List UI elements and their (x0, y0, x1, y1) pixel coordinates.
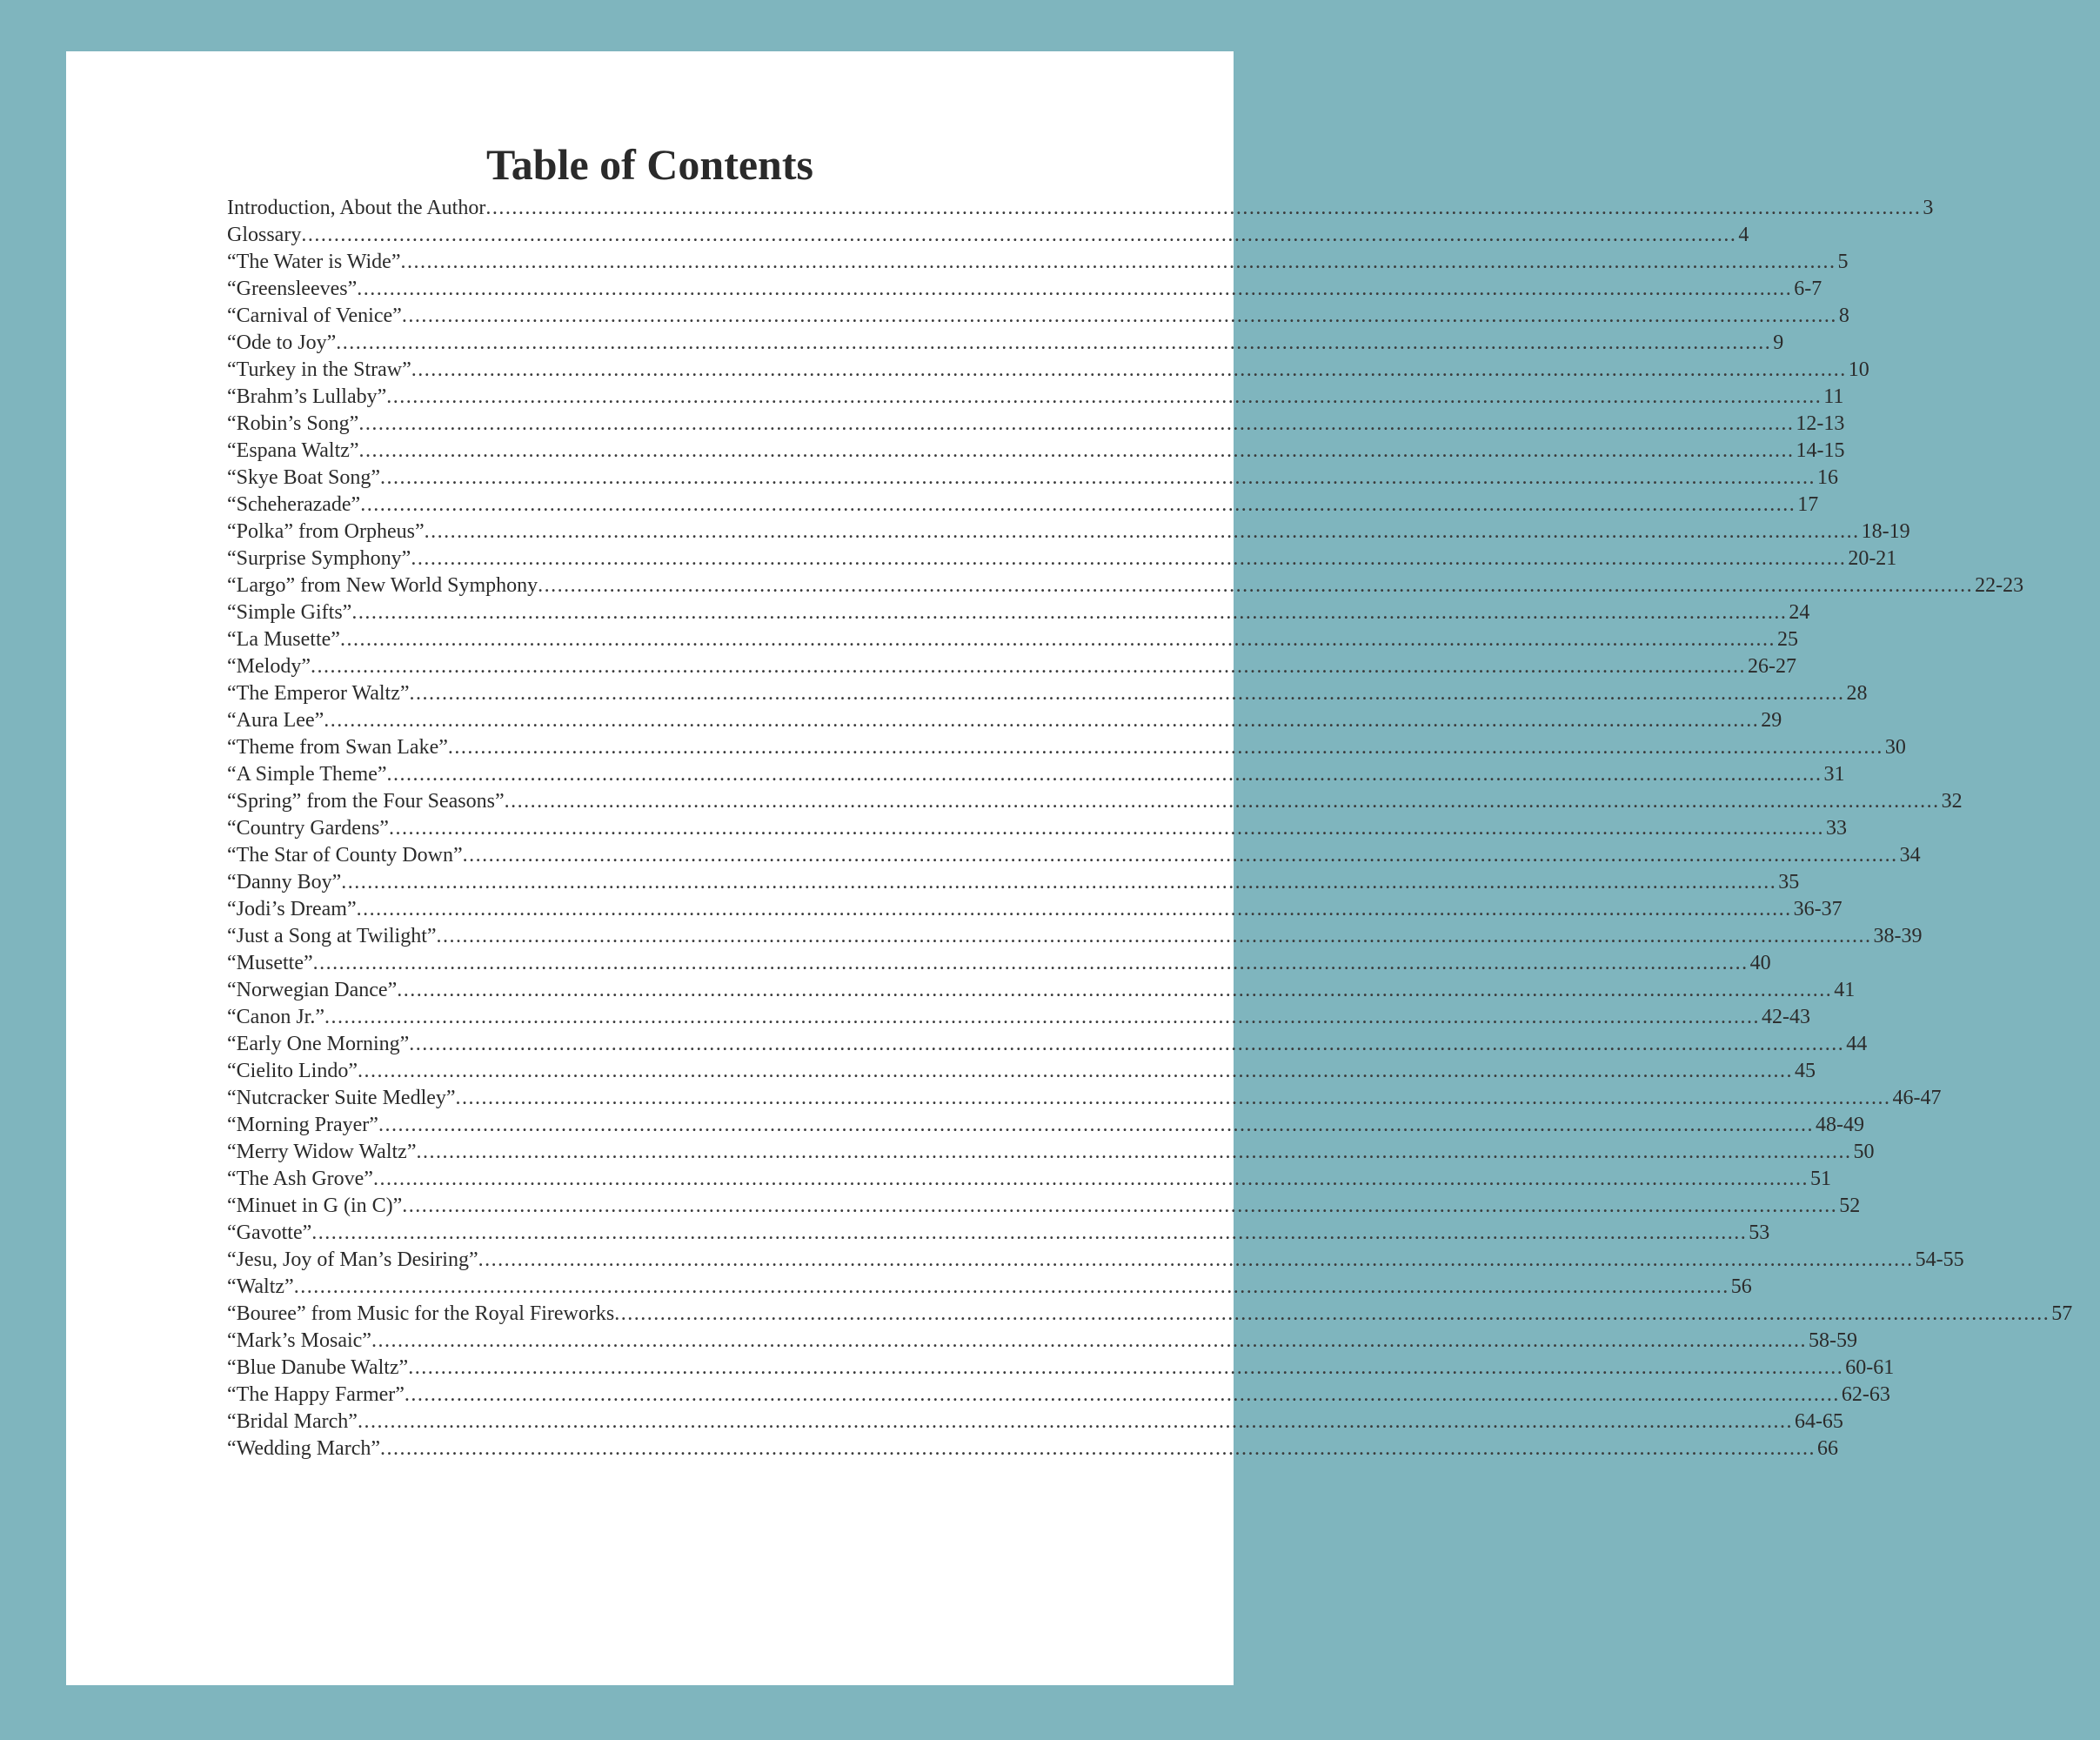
dot-leader: ............................................................................................................................................................................................................................ (455, 1087, 1891, 1109)
dot-leader: ............................................................................................................................................................................................................................ (324, 709, 1760, 732)
dot-leader: ............................................................................................................................................................................................................................ (478, 1248, 1914, 1271)
toc-entry-page: 30 (1884, 736, 1906, 759)
toc-entry-page: 40 (1749, 952, 1771, 974)
toc-entry-page: 10 (1848, 358, 1869, 381)
toc-entry-title: “La Musette” (227, 628, 340, 651)
dot-leader: ............................................................................................................................................................................................................................ (447, 736, 1883, 759)
toc-entry-page: 8 (1838, 304, 1849, 327)
toc-entry-page: 44 (1846, 1033, 1868, 1055)
toc-entry-page: 33 (1825, 817, 1847, 840)
toc-entry (227, 492, 1819, 519)
dot-leader: ............................................................................................................................................................................................................................ (386, 763, 1822, 786)
toc-entry-page: 28 (1846, 682, 1868, 705)
dot-leader: ............................................................................................................................................................................................................................ (436, 925, 1872, 947)
toc-entry-page: 64-65 (1794, 1410, 1843, 1433)
toc-entry-page: 53 (1749, 1221, 1770, 1244)
toc-entry-title: “A Simple Theme” (227, 763, 387, 786)
dot-leader: ............................................................................................................................................................................................................................ (358, 439, 1795, 462)
toc-entry-title: “The Water is Wide” (227, 251, 401, 273)
dot-leader: ............................................................................................................................................................................................................................ (357, 1410, 1793, 1433)
dot-leader: ............................................................................................................................................................................................................................ (408, 1356, 1844, 1379)
toc-entry-page: 35 (1778, 871, 1800, 893)
toc-entry-title: “Simple Gifts” (227, 601, 352, 624)
toc-entry-page: 18-19 (1861, 520, 1910, 543)
dot-leader: ............................................................................................................................................................................................................................ (293, 1275, 1729, 1298)
toc-entry-title: “Polka” from Orpheus” (227, 520, 425, 543)
dot-leader: ............................................................................................................................................................................................................................ (504, 790, 1940, 813)
toc-entry-page: 57 (2051, 1302, 2073, 1325)
dot-leader: ............................................................................................................................................................................................................................ (339, 628, 1776, 651)
toc-entry-title: “Jodi’s Dream” (227, 898, 357, 920)
dot-leader: ............................................................................................................................................................................................................................ (462, 844, 1898, 867)
toc-entry-page: 34 (1899, 844, 1921, 867)
toc-entry-page: 51 (1809, 1168, 1831, 1190)
dot-leader: ............................................................................................................................................................................................................................ (311, 1221, 1748, 1244)
toc-entry-title: “Brahm’s Lullaby” (227, 385, 387, 408)
toc-entry-title: “Mark’s Mosaic” (227, 1329, 371, 1352)
toc-entry-page: 62-63 (1841, 1383, 1890, 1406)
toc-entry-title: “Just a Song at Twilight” (227, 925, 437, 947)
toc-entry (227, 788, 1963, 815)
toc-entry (227, 330, 1784, 357)
dot-leader: ............................................................................................................................................................................................................................ (404, 1383, 1840, 1406)
dot-leader: ............................................................................................................................................................................................................................ (341, 871, 1777, 893)
dot-leader: ............................................................................................................................................................................................................................ (614, 1302, 2050, 1325)
toc-entry-title: Glossary (227, 224, 302, 246)
dot-leader: ............................................................................................................................................................................................................................ (409, 682, 1845, 705)
toc-entry (227, 1382, 1890, 1409)
toc-entry (227, 1247, 1964, 1274)
toc-entry-page: 6-7 (1794, 278, 1822, 300)
toc-entry (227, 734, 1906, 761)
toc-entry-page: 46-47 (1892, 1087, 1942, 1109)
toc-entry (227, 1274, 1752, 1301)
dot-leader: ............................................................................................................................................................................................................................ (371, 1329, 1807, 1352)
toc-entry-page: 41 (1834, 979, 1856, 1001)
toc-entry-page: 50 (1853, 1141, 1875, 1163)
dot-leader: ............................................................................................................................................................................................................................ (351, 601, 1788, 624)
dot-leader: ............................................................................................................................................................................................................................ (372, 1168, 1809, 1190)
toc-entry (227, 1301, 2073, 1328)
toc-entry-page: 58-59 (1808, 1329, 1857, 1352)
toc-entry (227, 1139, 1875, 1166)
toc-entry-title: “Country Gardens” (227, 817, 389, 840)
toc-entry-title: “Merry Widow Waltz” (227, 1141, 417, 1163)
dot-leader: ............................................................................................................................................................................................................................ (378, 1114, 1814, 1136)
toc-entry (227, 599, 1810, 626)
dot-leader: ............................................................................................................................................................................................................................ (336, 331, 1772, 354)
dot-leader: ............................................................................................................................................................................................................................ (538, 574, 1974, 597)
toc-entry-title: Introduction, About the Author (227, 197, 486, 219)
dot-leader: ............................................................................................................................................................................................................................ (386, 385, 1822, 408)
toc-entry-title: “Musette” (227, 952, 313, 974)
toc-entry-title: “Ode to Joy” (227, 331, 337, 354)
toc-entry (227, 384, 1844, 411)
toc-entry-page: 25 (1776, 628, 1798, 651)
toc-entry-page: 66 (1817, 1437, 1838, 1460)
toc-entry-title: “Theme from Swan Lake” (227, 736, 448, 759)
toc-entry-title: “Surprise Symphony” (227, 547, 411, 570)
toc-entry (227, 465, 1838, 492)
dot-leader: ............................................................................................................................................................................................................................ (380, 1437, 1816, 1460)
toc-entry-title: “The Star of County Down” (227, 844, 463, 867)
dot-leader: ............................................................................................................................................................................................................................ (402, 1195, 1838, 1217)
toc-entry-page: 24 (1789, 601, 1810, 624)
toc-entry-title: “Jesu, Joy of Man’s Desiring” (227, 1248, 478, 1271)
dot-leader: ............................................................................................................................................................................................................................ (358, 412, 1795, 435)
toc-entry-title: “Aura Lee” (227, 709, 324, 732)
toc-entry-title: “Wedding March” (227, 1437, 380, 1460)
toc-entry-page: 4 (1738, 224, 1749, 246)
dot-leader: ............................................................................................................................................................................................................................ (356, 898, 1792, 920)
toc-entry-page: 22-23 (1975, 574, 2024, 597)
toc-entry-title: “Greensleeves” (227, 278, 358, 300)
toc-entry (227, 815, 1847, 842)
toc-entry-page: 42-43 (1761, 1006, 1810, 1028)
toc-entry (227, 222, 1749, 249)
toc-entry (227, 195, 1934, 222)
dot-leader: ............................................................................................................................................................................................................................ (312, 952, 1749, 974)
toc-entry (227, 950, 1771, 977)
toc-entry (227, 1355, 1895, 1382)
toc-entry (227, 842, 1921, 869)
toc-entry-page: 45 (1794, 1060, 1816, 1082)
toc-entry-page: 38-39 (1873, 925, 1923, 947)
dot-leader: ............................................................................................................................................................................................................................ (416, 1141, 1852, 1163)
toc-entry-page: 60-61 (1845, 1356, 1895, 1379)
toc-entry (227, 249, 1849, 276)
toc-entry-title: “Nutcracker Suite Medley” (227, 1087, 456, 1109)
dot-leader: ............................................................................................................................................................................................................................ (379, 466, 1816, 489)
toc-entry (227, 411, 1845, 438)
toc-entry-page: 26-27 (1747, 655, 1796, 678)
toc-entry-title: “Turkey in the Straw” (227, 358, 411, 381)
toc-entry (227, 653, 1796, 680)
toc-entry (227, 572, 2024, 599)
toc-entry (227, 519, 1910, 545)
toc-list (227, 195, 2073, 1462)
toc-entry-page: 11 (1823, 385, 1844, 408)
toc-entry-title: “Robin’s Song” (227, 412, 359, 435)
dot-leader: ............................................................................................................................................................................................................................ (397, 979, 1833, 1001)
toc-entry (227, 626, 1798, 653)
toc-entry-title: “Largo” from New World Symphony (227, 574, 538, 597)
toc-entry-page: 31 (1823, 763, 1845, 786)
dot-leader: ............................................................................................................................................................................................................................ (411, 547, 1847, 570)
toc-entry-page: 5 (1837, 251, 1849, 273)
toc-entry (227, 276, 1822, 303)
toc-entry-page: 3 (1923, 197, 1934, 219)
toc-entry-page: 52 (1839, 1195, 1861, 1217)
toc-entry-title: “Bouree” from Music for the Royal Fireworks (227, 1302, 615, 1325)
toc-entry (227, 1193, 1861, 1220)
dot-leader: ............................................................................................................................................................................................................................ (401, 304, 1837, 327)
toc-entry (227, 680, 1868, 707)
toc-entry-title: “The Emperor Waltz” (227, 682, 410, 705)
toc-entry-title: “Carnival of Venice” (227, 304, 402, 327)
toc-entry-title: “Canon Jr.” (227, 1006, 324, 1028)
toc-entry (227, 357, 1869, 384)
dot-leader: ............................................................................................................................................................................................................................ (411, 358, 1847, 381)
toc-entry (227, 1220, 1770, 1247)
toc-entry (227, 1112, 1864, 1139)
toc-entry (227, 438, 1845, 465)
toc-entry-page: 17 (1797, 493, 1819, 516)
toc-entry (227, 1436, 1838, 1462)
toc-entry (227, 545, 1897, 572)
toc-entry-page: 56 (1730, 1275, 1752, 1298)
toc-entry-title: “Morning Prayer” (227, 1114, 378, 1136)
dot-leader: ............................................................................................................................................................................................................................ (357, 1060, 1793, 1082)
dot-leader: ............................................................................................................................................................................................................................ (400, 251, 1836, 273)
toc-entry-page: 29 (1761, 709, 1782, 732)
toc-entry-page: 20-21 (1848, 547, 1897, 570)
toc-entry-title: “Bridal March” (227, 1410, 358, 1433)
toc-entry (227, 1004, 1810, 1031)
toc-entry (227, 923, 1923, 950)
toc-entry (227, 977, 1856, 1004)
toc-entry-page: 12-13 (1796, 412, 1845, 435)
dot-leader: ............................................................................................................................................................................................................................ (409, 1033, 1845, 1055)
dot-leader: ............................................................................................................................................................................................................................ (485, 197, 1922, 219)
toc-entry-title: “The Happy Farmer” (227, 1383, 405, 1406)
page-title: Table of Contents (486, 140, 813, 189)
toc-entry-title: “Gavotte” (227, 1221, 312, 1244)
toc-entry-title: “Espana Waltz” (227, 439, 359, 462)
toc-entry (227, 1031, 1868, 1058)
toc-entry (227, 869, 1800, 896)
dot-leader: ............................................................................................................................................................................................................................ (301, 224, 1737, 246)
dot-leader: ............................................................................................................................................................................................................................ (357, 278, 1793, 300)
toc-entry-title: “Early One Morning” (227, 1033, 410, 1055)
toc-entry-page: 14-15 (1796, 439, 1845, 462)
toc-entry (227, 1409, 1843, 1436)
toc-entry-title: “Waltz” (227, 1275, 294, 1298)
dot-leader: ............................................................................................................................................................................................................................ (310, 655, 1746, 678)
toc-entry-title: “Melody” (227, 655, 311, 678)
toc-entry-title: “Blue Danube Waltz” (227, 1356, 409, 1379)
toc-entry (227, 1058, 1816, 1085)
toc-entry-page: 16 (1816, 466, 1838, 489)
toc-entry-title: “Cielito Lindo” (227, 1060, 358, 1082)
toc-entry (227, 1166, 1831, 1193)
toc-entry (227, 1328, 1857, 1355)
document-page (66, 51, 2073, 1685)
dot-leader: ............................................................................................................................................................................................................................ (324, 1006, 1760, 1028)
toc-entry-title: “The Ash Grove” (227, 1168, 373, 1190)
toc-entry (227, 707, 1782, 734)
toc-entry (227, 303, 1849, 330)
toc-entry-page: 9 (1773, 331, 1784, 354)
toc-entry (227, 896, 1843, 923)
toc-entry-page: 54-55 (1915, 1248, 1964, 1271)
toc-entry (227, 1085, 1942, 1112)
toc-entry-title: “Skye Boat Song” (227, 466, 380, 489)
toc-entry-title: “Norwegian Dance” (227, 979, 398, 1001)
toc-entry-title: “Spring” from the Four Seasons” (227, 790, 505, 813)
toc-entry-title: “Scheherazade” (227, 493, 361, 516)
dot-leader: ............................................................................................................................................................................................................................ (424, 520, 1860, 543)
dot-leader: ............................................................................................................................................................................................................................ (388, 817, 1824, 840)
toc-entry-page: 48-49 (1815, 1114, 1864, 1136)
dot-leader: ............................................................................................................................................................................................................................ (360, 493, 1796, 516)
toc-entry-page: 32 (1941, 790, 1963, 813)
toc-entry-title: “Danny Boy” (227, 871, 342, 893)
toc-entry-title: “Minuet in G (in C)” (227, 1195, 403, 1217)
toc-entry (227, 761, 1845, 788)
toc-entry-page: 36-37 (1793, 898, 1843, 920)
